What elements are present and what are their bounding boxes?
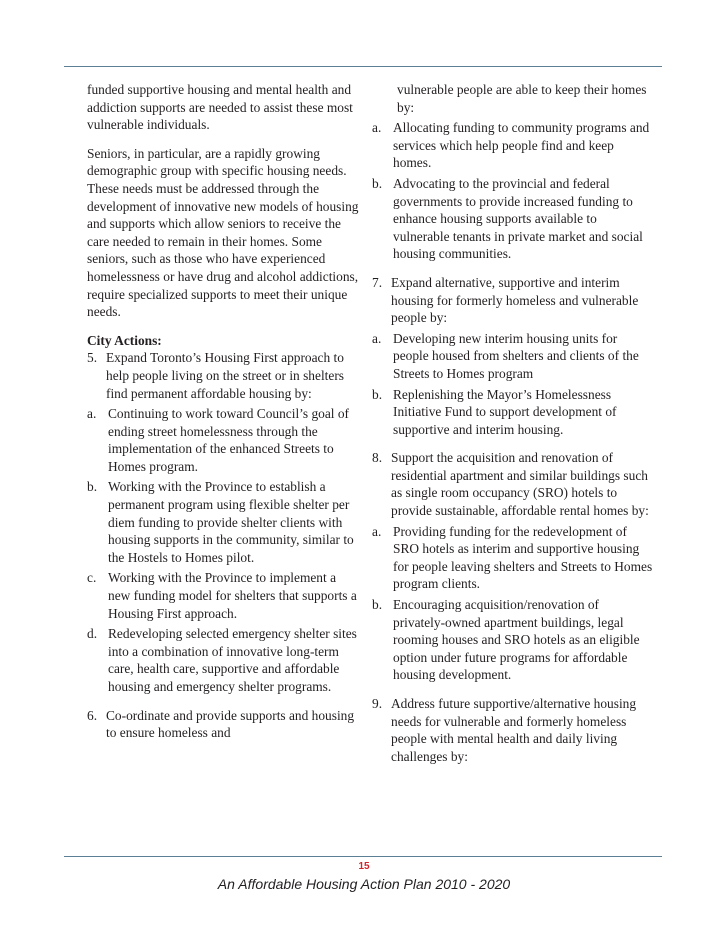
action-item-6b — [372, 175, 654, 263]
sub-text: Redeveloping selected emergency shelter sites into a combination of innovative long-term care, health care, supportive and affordable housing and emergency shelter programs. — [108, 626, 357, 694]
item-text: Expand Toronto’s Housing First approach to help people living on the street or in shelters find permanent affordable housing by: — [106, 350, 344, 401]
item-marker: 7. — [372, 274, 383, 290]
sub-marker: b. — [87, 479, 98, 495]
item-marker: 5. — [87, 350, 98, 366]
sub-text: Replenishing the Mayor’s Homelessness Initiative Fund to support development of supportive and interim housing. — [393, 386, 617, 437]
sub-text: Developing new interim housing units for people housed from shelters and clients of the Streets to Homes program — [393, 330, 639, 381]
action-item-8 — [372, 449, 654, 519]
sub-text: Allocating funding to community programs and services which help people find and keep homes. — [393, 120, 650, 171]
sub-marker: b. — [372, 597, 383, 613]
sub-text: Providing funding for the redevelopment of SRO hotels as interim and supportive housing for people leaving shelters and Streets to Homes program clients. — [393, 523, 653, 592]
sub-marker: b. — [372, 175, 383, 191]
sub-marker: d. — [87, 626, 98, 642]
sub-marker: c. — [87, 570, 97, 586]
action-item-8a — [372, 523, 654, 593]
sub-text: Working with the Province to establish a permanent program using flexible shelter per diem funding to provide shelter clients with housing supports in the community, similar to the Hostels to Homes pilot. — [108, 479, 354, 565]
left-column — [87, 81, 359, 742]
sub-marker: b. — [372, 386, 383, 402]
right-column — [372, 81, 654, 765]
action-item-5c — [87, 569, 359, 622]
item-marker: 9. — [372, 696, 383, 711]
intro-paragraph: funded supportive housing and mental health and addiction supports are needed to assist these most vulnerable individuals. — [87, 82, 353, 133]
item-text: Support the acquisition and renovation of residential apartment and similar buildings such as single room occupancy (SRO) hotels to provide sustainable, affordable rental homes by: — [391, 450, 649, 519]
action-item-6a — [372, 119, 654, 172]
city-actions-heading: City Actions: — [87, 332, 162, 348]
sub-text: Encouraging acquisition/renovation of privately-owned apartment buildings, legal rooming houses and SRO hotels as an eligible option under future programs for affordable housing development. — [393, 597, 640, 683]
sub-text: Advocating to the provincial and federal governments to provide increased funding to enhance housing supports available to vulnerable tenants in private market and social housing communities. — [393, 175, 643, 262]
action-item-7 — [372, 274, 654, 327]
sub-text: Continuing to work toward Council’s goal of ending street homelessness through the implementation of the enhanced Streets to Homes program. — [108, 406, 350, 474]
item-marker: 6. — [87, 707, 98, 723]
sub-marker: a. — [372, 523, 382, 539]
item-text: Co-ordinate and provide supports and housing to ensure homeless and — [106, 707, 355, 741]
action-item-9 — [372, 695, 654, 765]
sub-marker: a. — [87, 406, 97, 422]
sub-text: Working with the Province to implement a new funding model for shelters that supports a Housing First approach. — [108, 570, 357, 621]
action-item-6 — [87, 707, 359, 742]
item-text: Expand alternative, supportive and interim housing for formerly homeless and vulnerable people by: — [391, 274, 639, 326]
seniors-paragraph: Seniors, in particular, are a rapidly growing demographic group with specific housing needs. These needs must be addressed through the development of innovative new models of housing and supports which allow seniors to receive the care needed to remain in their homes. Some seniors, such as those who have experienced homelessness or have drug and alcohol addictions, require specialized supports to meet their unique needs. — [87, 145, 359, 320]
sub-marker: a. — [372, 120, 382, 136]
item-marker: 8. — [372, 450, 383, 466]
action-item-5b — [87, 478, 359, 566]
action-item-7b — [372, 386, 654, 439]
top-rule — [64, 66, 662, 67]
action-item-7a — [372, 330, 654, 383]
item-text: Address future supportive/alternative housing needs for vulnerable and formerly homeless people with mental health and daily living challenges by: — [391, 696, 637, 764]
footer-rule — [64, 856, 662, 857]
document-title: An Affordable Housing Action Plan 2010 - 2020 — [217, 876, 511, 892]
action-item-5d — [87, 625, 359, 695]
action-item-6-continued: vulnerable people are able to keep their homes by: — [397, 82, 647, 115]
action-item-5a — [87, 405, 359, 475]
action-item-8b — [372, 596, 654, 684]
sub-marker: a. — [372, 330, 382, 346]
action-item-5 — [87, 349, 359, 402]
page-number: 15 — [358, 861, 370, 872]
